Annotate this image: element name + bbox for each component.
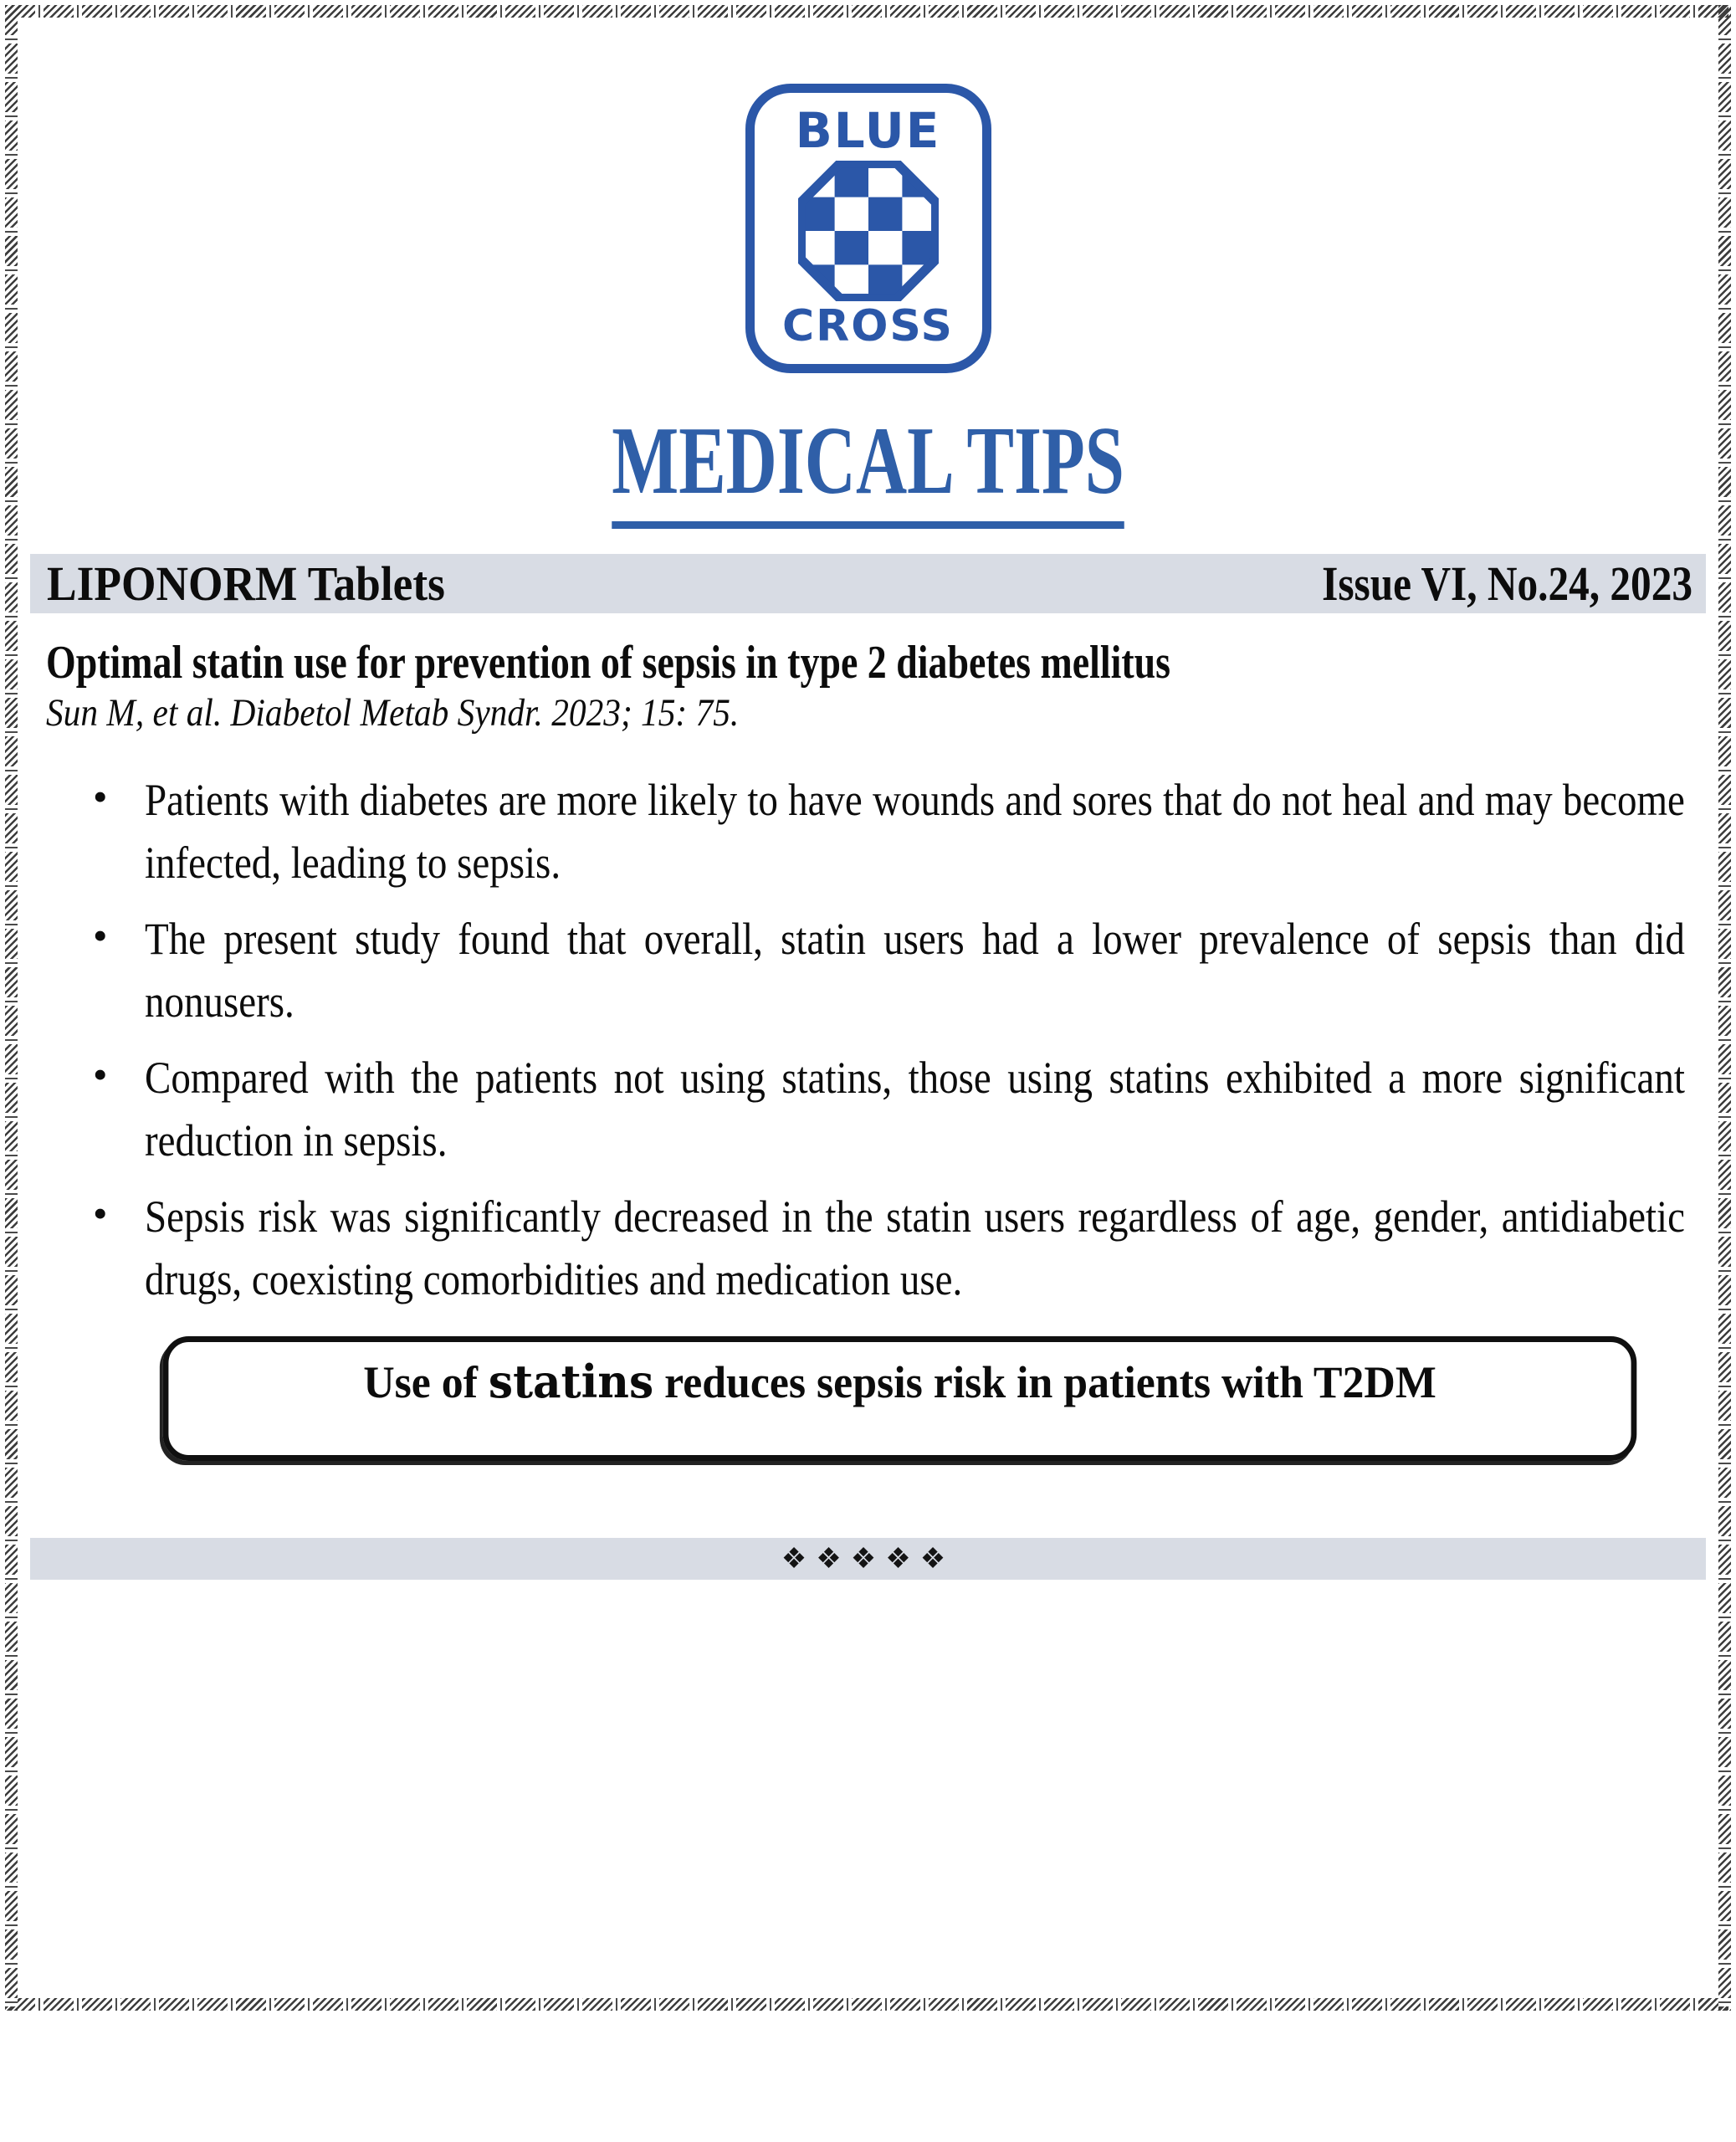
bullet-icon: •	[93, 1050, 108, 1098]
logo-word-cross: CROSS	[782, 301, 954, 352]
page-border-left	[5, 5, 18, 2011]
checkered-cross-icon	[798, 161, 939, 301]
logo-word-blue: BLUE	[795, 102, 941, 159]
bullet-icon: •	[93, 772, 108, 820]
separator-bar	[30, 1538, 1706, 1580]
key-point-text: Sepsis risk was significantly decreased in the statin users regardless of age, gender, antidiabetic drugs, coexisting comorbidities and medication use.	[145, 1191, 1685, 1304]
conclusion-text-prefix: Use of	[363, 1356, 489, 1407]
key-points-list	[88, 769, 1736, 1311]
key-point-item	[88, 769, 1736, 894]
diamond-separator: ❖❖❖❖❖	[781, 1544, 955, 1575]
bullet-icon: •	[93, 911, 108, 959]
article-citation: Sun M, et al. Diabetol Metab Syndr. 2023; 15: 75.	[46, 691, 740, 735]
page-border-top	[5, 5, 1731, 18]
product-name: LIPONORM Tablets	[47, 556, 445, 611]
article-body	[0, 637, 1736, 1462]
bullet-icon: •	[93, 1189, 108, 1237]
page-border-bottom	[5, 1998, 1731, 2011]
issue-number: Issue VI, No.24, 2023	[1322, 556, 1692, 611]
key-point-text: Compared with the patients not using statins, those using statins exhibited a more significant reduction in sepsis.	[145, 1052, 1685, 1166]
key-point-text: Patients with diabetes are more likely to have wounds and sores that do not heal and may become infected, leading to sepsis.	[145, 774, 1685, 888]
key-point-item	[88, 908, 1736, 1033]
conclusion-text-suffix: reduces sepsis risk in patients with T2DM	[653, 1356, 1436, 1407]
key-point-text: The present study found that overall, statin users had a lower prevalence of sepsis than did nonusers.	[145, 913, 1685, 1027]
newsletter-header	[0, 0, 1736, 529]
blue-cross-logo	[745, 84, 991, 373]
key-point-item	[88, 1047, 1736, 1172]
article-title: Optimal statin use for prevention of sepsis in type 2 diabetes mellitus	[46, 636, 1171, 689]
issue-bar	[30, 554, 1706, 613]
newsletter-title: MEDICAL TIPS	[612, 412, 1124, 528]
conclusion-text-emphasis: statins	[488, 1354, 654, 1408]
key-point-item	[88, 1186, 1736, 1311]
conclusion-box	[163, 1336, 1637, 1461]
